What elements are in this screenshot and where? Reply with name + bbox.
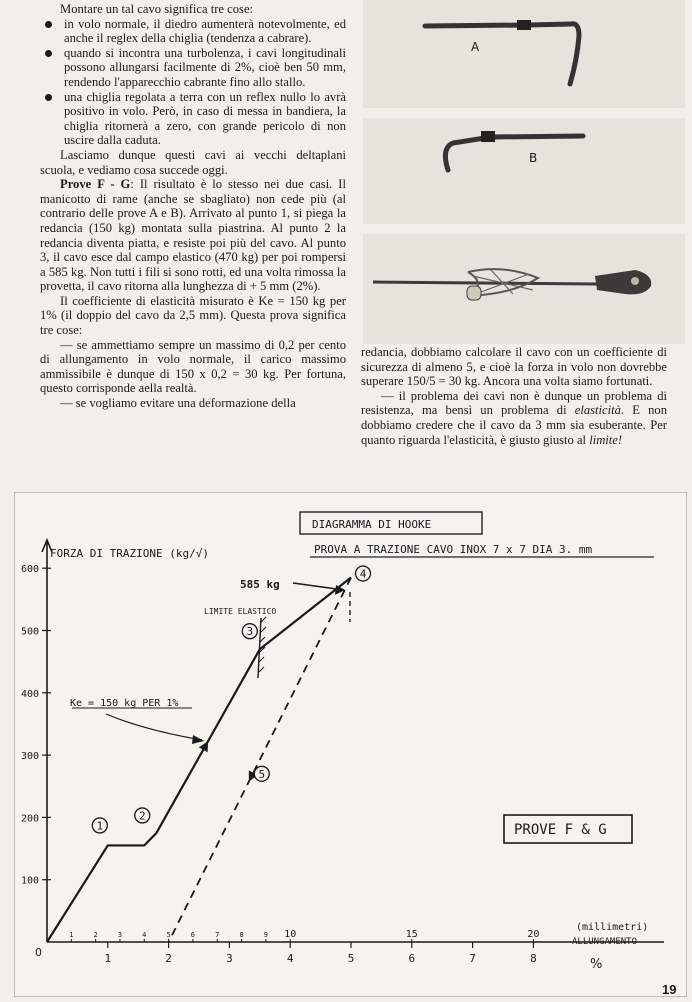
prove-box-label: PROVE F & G: [514, 822, 607, 838]
x-percent-tick-label: 5: [347, 952, 355, 965]
paragraph-coefficiente: Il coefficiente di elasticità misurato è Ke = 150 kg per 1% (il doppio del cavo da 2,5 mm). Questa prova significa tre cose:: [40, 293, 346, 338]
y-tick-label: 600: [20, 564, 39, 576]
ke-label: Ke = 150 kg PER 1%: [70, 698, 179, 709]
paragraph-lasciamo: Lasciamo dunque questi cavi ai vecchi deltaplani scuola, e vediamo cosa succede oggi.: [40, 147, 346, 177]
x-mm-tick-label: 10: [284, 929, 297, 940]
point-marker-label: 5: [258, 767, 266, 781]
paragraph-dash-2: — se vogliamo evitare una deformazione della: [60, 396, 296, 411]
bullet-item: una chiglia regolata a terra con un reflex nullo lo avrà positivo in volo. Però, in caso di messa in bandiera, la chiglia ritornerà a zero, con grande pericolo di non uscire dalla caduta.: [40, 90, 346, 148]
photo-b-label: B: [529, 151, 538, 165]
x-percent-tick-label: 3: [226, 952, 233, 965]
paragraph-intro: Montare un tal cavo significa tre cose:: [60, 2, 254, 16]
point-marker-label: 1: [96, 819, 104, 833]
chart-title: DIAGRAMMA DI HOOKE: [312, 518, 432, 531]
max-load-label: 585 kg: [240, 578, 280, 591]
y-axis-title: FORZA DI TRAZIONE (kg/√): [50, 547, 209, 560]
x-axis-title-mm: (millimetri): [576, 922, 649, 933]
origin-label: 0: [35, 946, 42, 959]
paragraph-dash-1: — se ammettiamo sempre un massimo di 0,2 per cento di allungamento in volo normale, il carico massimo ammissibile è dunque di 150 x 0,2 = 30 kg. Per fortuna, questo corrisponde aella realtà.: [40, 337, 346, 396]
x-mm-tick-label: 2: [93, 931, 98, 939]
x-percent-tick-label: 6: [408, 952, 416, 965]
x-mm-tick-label: 9: [263, 931, 268, 939]
x-mm-tick-label: 7: [215, 931, 220, 939]
page-number: 19: [662, 982, 677, 997]
hooke-chart: [14, 492, 687, 997]
paragraph-prove: [40, 177, 346, 294]
x-mm-tick-label: 15: [405, 929, 418, 940]
hooke-diagram: [14, 492, 687, 997]
text-column-right: [361, 345, 667, 447]
x-axis-title: ALLUNGAMENTO: [572, 937, 638, 947]
x-mm-tick-label: 4: [142, 931, 147, 939]
x-mm-tick-label: 5: [166, 931, 171, 939]
y-tick-label: 500: [20, 626, 39, 638]
photo-cable-b: [363, 118, 685, 224]
point-marker-label: 3: [246, 625, 254, 639]
x-percent-tick-label: 2: [165, 952, 172, 965]
x-mm-tick-label: 1: [69, 931, 74, 939]
chart-subtitle: PROVA A TRAZIONE CAVO INOX 7 x 7 DIA 3. mm: [314, 543, 593, 556]
point-marker-label: 4: [359, 567, 367, 581]
prove-heading: Prove F - G: [60, 177, 131, 192]
thimble-image: [363, 234, 685, 344]
y-tick-label: 300: [20, 751, 39, 763]
paragraph-problema: — il problema dei cavi non è dunque un problema di resistenza, ma bensì un problema di elasticità. E non dobbiamo credere che il cavo da 3 mm sia esuberante. Per quanto riguarda l'elasticità, è giusto giusto al limite!: [361, 388, 667, 447]
x-mm-tick-label: 6: [190, 931, 196, 939]
x-percent-tick-label: 4: [286, 952, 294, 965]
photo-a-label: A: [471, 40, 480, 54]
elastic-limit-label: LIMITE ELASTICO: [204, 607, 277, 616]
paragraph-redancia: redancia, dobbiamo calcolare il cavo con un coefficiente di sicurezza di almeno 5, e cioè la forza in volo non dovrebbe superare 150/5 = 30 kg. Ancora una volta siamo fortunati.: [361, 345, 667, 389]
percent-symbol: %: [590, 957, 603, 972]
x-mm-tick-label: 20: [527, 929, 540, 940]
y-tick-label: 400: [20, 688, 39, 700]
x-mm-tick-label: 3: [117, 931, 123, 939]
photo-cable-thimble: [363, 234, 685, 344]
x-mm-tick-label: 8: [239, 931, 244, 939]
photo-cable-a: [363, 0, 685, 108]
x-percent-tick-label: 7: [469, 952, 476, 965]
cable-b-image: [363, 118, 685, 224]
x-percent-tick-label: 8: [530, 952, 537, 965]
bullet-item: in volo normale, il diedro aumenterà notevolmente, ed anche il reglex della chiglia (tendenza a cabrare).: [40, 17, 346, 46]
point-marker-label: 2: [138, 809, 146, 823]
prove-text: : Il risultato è lo stesso nei due casi. Il manicotto di rame (anche se sbagliato) non cede più (al contrario delle prove A e B). Arrivato al punto 1, si piega la redancia (150 kg) montata sulla piastrina. Al punto 2 la redancia diventa piatta, e resiste poi più del cavo. Al punto 3, il cavo esce dal campo elastico (470 kg) per poi rompersi a 585 kg. Non tutti i fili si sono rotti, ed una volta rimossa la provetta, il cavo ritorna alla lunghezza di + 5 mm (2%).: [40, 177, 346, 294]
y-tick-label: 200: [20, 813, 39, 825]
y-tick-label: 100: [20, 875, 39, 887]
x-percent-tick-label: 1: [104, 952, 112, 965]
bullet-item: quando si incontra una turbolenza, i cavi longitudinali possono allungarsi facilmente di 2%, cioè ben 50 mm, rendendo l'apparecchio cabrante fino allo stallo.: [40, 46, 346, 90]
cable-a-image: [363, 0, 685, 108]
text-column-left: [40, 2, 346, 411]
